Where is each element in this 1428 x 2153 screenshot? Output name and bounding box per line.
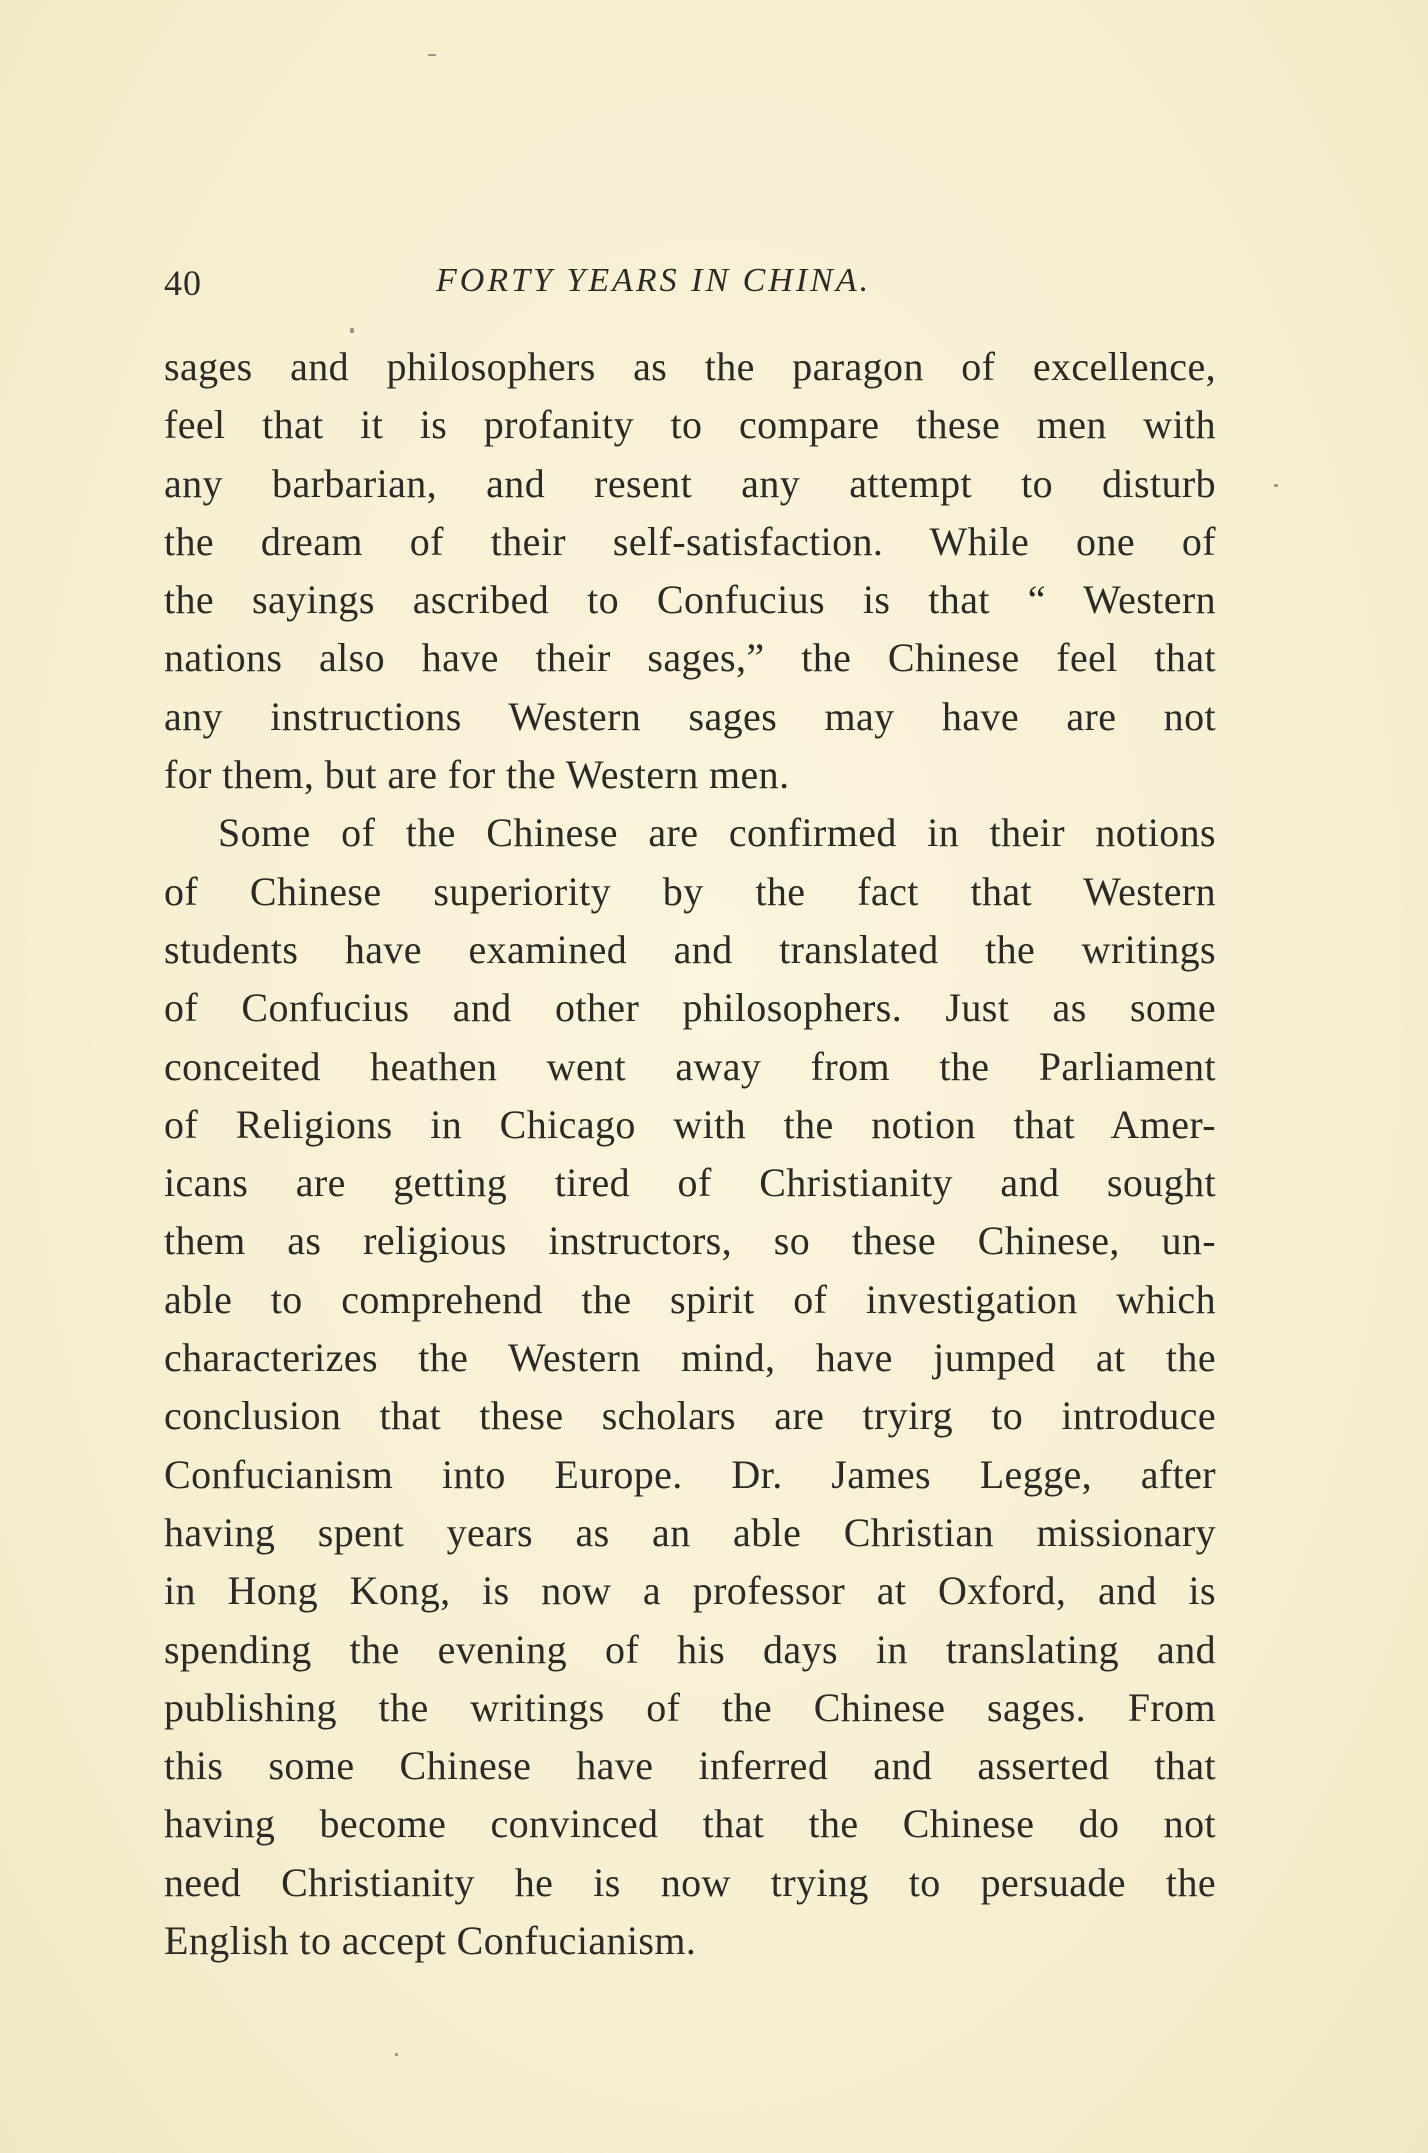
- paper-speck: [395, 2053, 398, 2056]
- paper-speck: [428, 54, 436, 56]
- text-line: Confucianism into Europe. Dr. James Legge, after: [164, 1451, 1216, 1497]
- paragraph: [164, 338, 1216, 804]
- text-line: sages and philosophers as the paragon of excellence,: [164, 344, 1216, 389]
- text-line: any barbarian, and resent any attempt to disturb: [164, 460, 1216, 506]
- text-line: able to comprehend the spirit of investigation which: [164, 1276, 1216, 1322]
- text-line: having spent years as an able Christian missionary: [164, 1509, 1216, 1555]
- paper-speck: [1274, 484, 1278, 487]
- text-line: of Confucius and other philosophers. Just as some: [164, 985, 1216, 1031]
- text-line: this some Chinese have inferred and asserted that: [164, 1743, 1216, 1789]
- text-line: English to accept Confucianism.: [164, 1918, 697, 1964]
- text-line: in Hong Kong, is now a professor at Oxford, and is: [164, 1568, 1216, 1614]
- text-line: the dream of their self-satisfaction. While one of: [164, 518, 1216, 564]
- text-line: nations also have their sages,” the Chinese feel that: [164, 635, 1216, 681]
- text-line: spending the evening of his days in translating and: [164, 1626, 1216, 1672]
- running-header: [164, 262, 1214, 306]
- text-line: need Christianity he is now trying to persuade the: [164, 1859, 1216, 1905]
- text-line: conceited heathen went away from the Parliament: [164, 1043, 1216, 1089]
- text-line: Some of the Chinese are confirmed in their notions: [218, 810, 1216, 856]
- text-line: them as religious instructors, so these Chinese, un-: [164, 1218, 1216, 1264]
- body-text: [164, 338, 1216, 1970]
- text-line: icans are getting tired of Christianity and sought: [164, 1160, 1216, 1206]
- text-line: conclusion that these scholars are tryirg to introduce: [164, 1393, 1216, 1439]
- running-title: FORTY YEARS IN CHINA.: [436, 262, 872, 299]
- text-line: any instructions Western sages may have are not: [164, 693, 1216, 739]
- paragraph: [164, 804, 1216, 1970]
- text-line: students have examined and translated the writings: [164, 926, 1216, 972]
- text-line: publishing the writings of the Chinese sages. From: [164, 1684, 1216, 1730]
- text-line: having become convinced that the Chinese do not: [164, 1801, 1216, 1847]
- text-line: characterizes the Western mind, have jumped at the: [164, 1335, 1216, 1381]
- text-line: the sayings ascribed to Confucius is that “ Western: [164, 577, 1216, 623]
- paper-speck: [350, 328, 354, 333]
- text-line: feel that it is profanity to compare these men with: [164, 402, 1216, 448]
- text-line: of Chinese superiority by the fact that Western: [164, 868, 1216, 914]
- page-number: 40: [164, 263, 202, 303]
- text-line: for them, but are for the Western men.: [164, 752, 790, 798]
- text-line: of Religions in Chicago with the notion that Amer-: [164, 1101, 1216, 1147]
